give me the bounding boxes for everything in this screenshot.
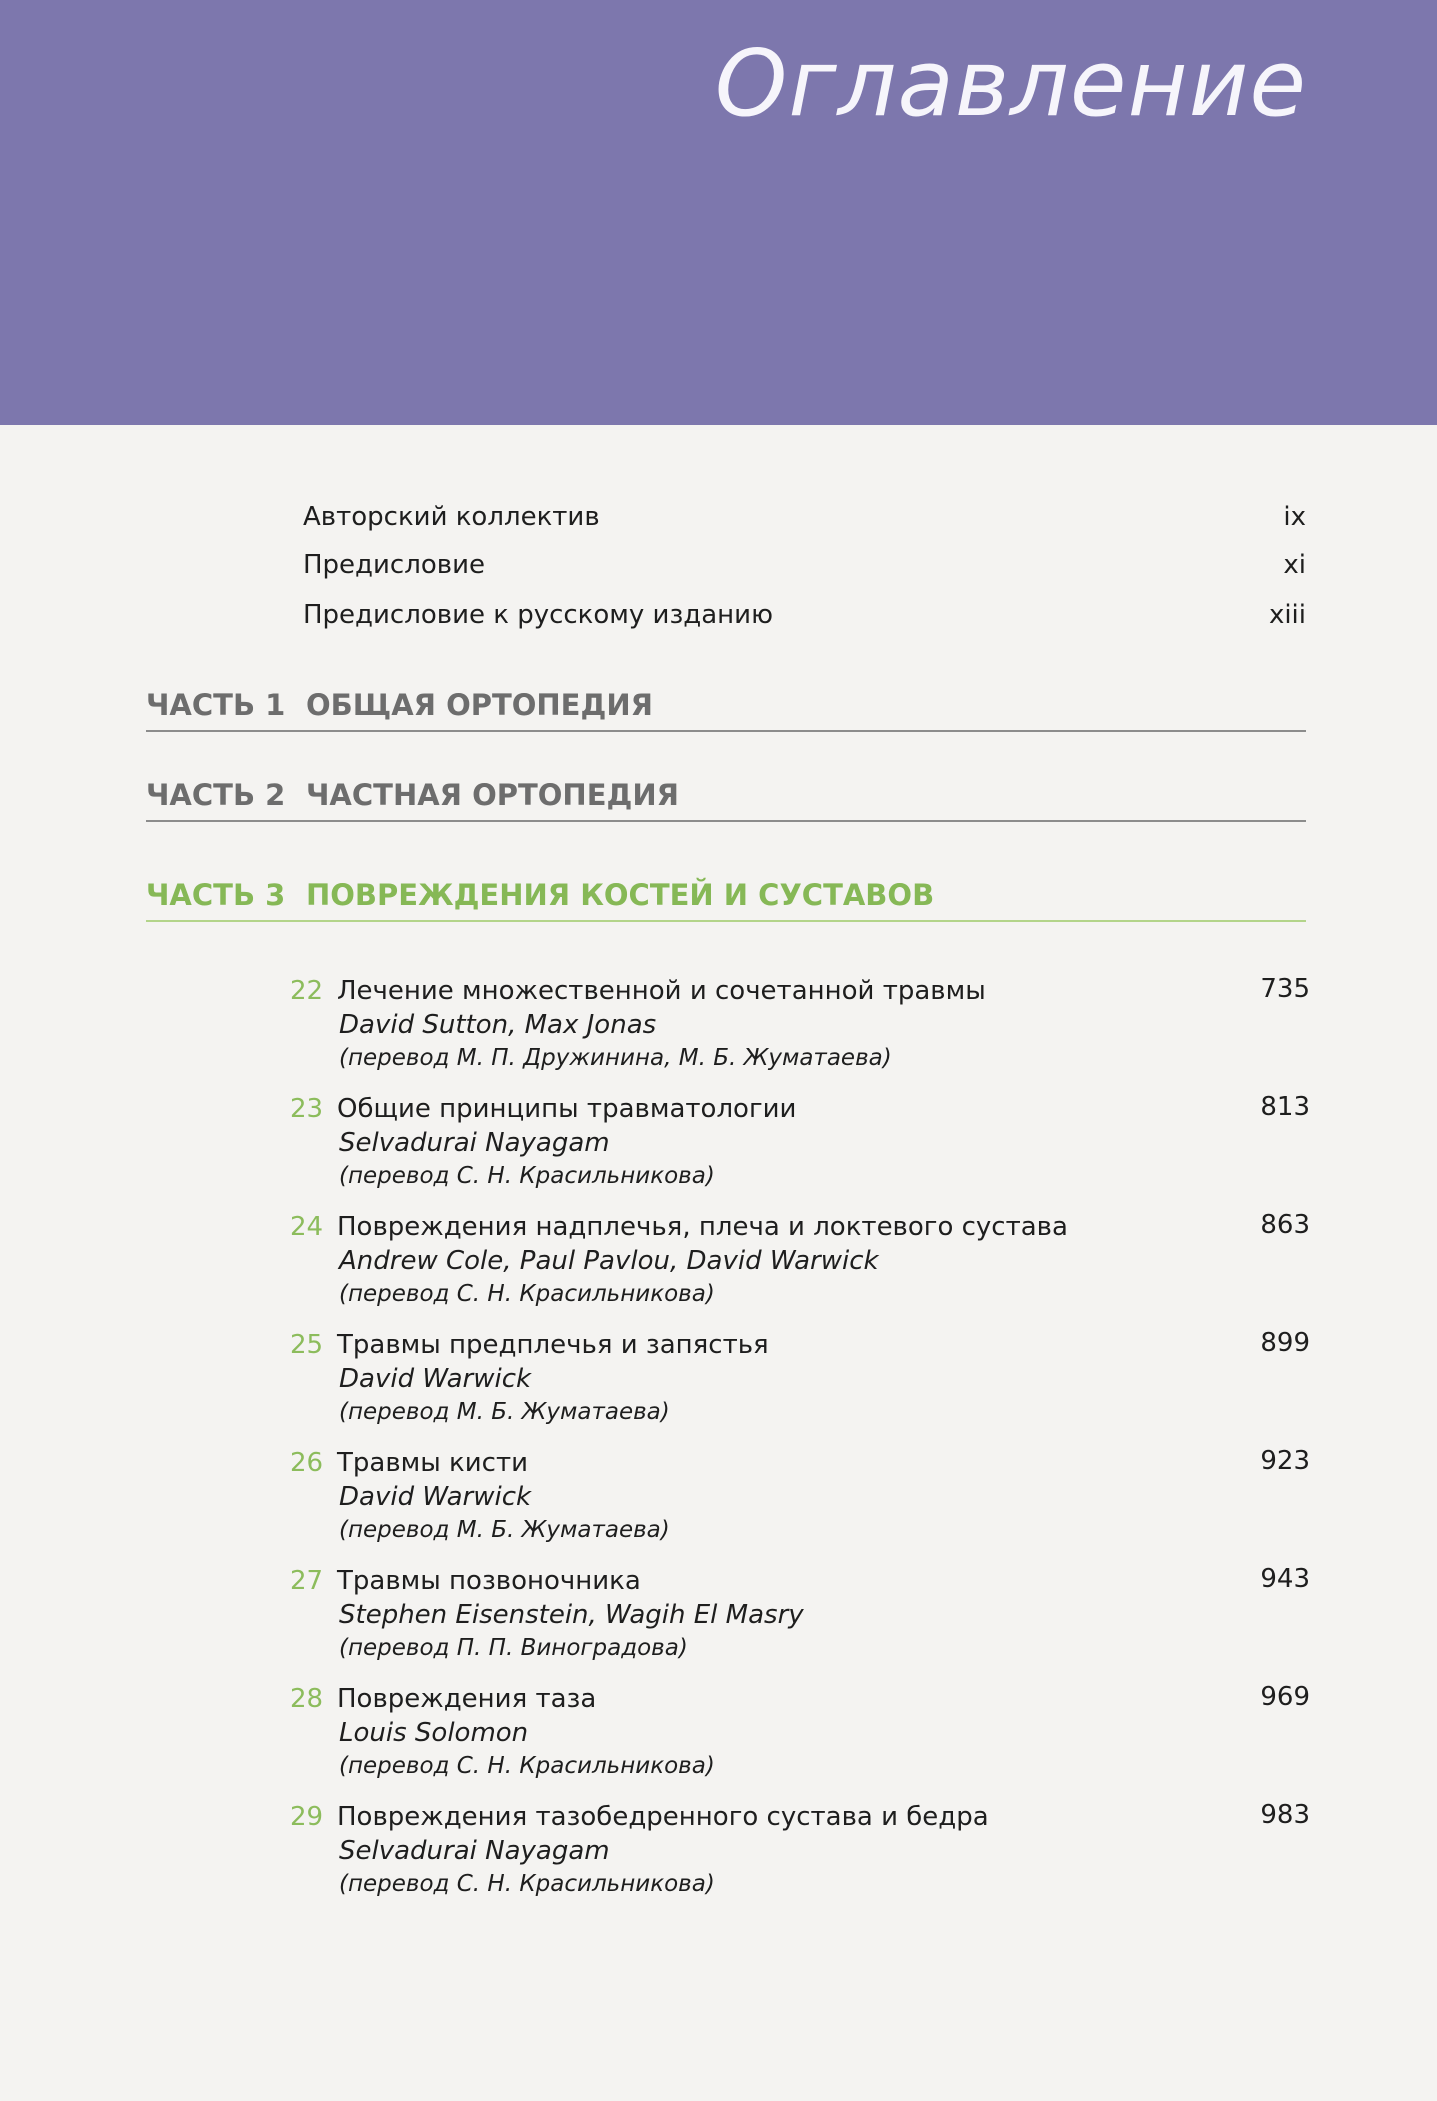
chapter-page-number: 969: [1260, 1682, 1310, 1712]
part-number: ЧАСТЬ 3: [146, 878, 286, 912]
chapter-authors: Stephen Eisenstein, Wagih El Masry: [339, 1600, 804, 1630]
chapter-number: 22: [290, 976, 324, 1006]
chapter-entry[interactable]: [290, 1212, 1310, 1322]
chapter-page-number: 863: [1260, 1210, 1310, 1240]
part-name: ОБЩАЯ ОРТОПЕДИЯ: [306, 688, 653, 722]
chapter-entry[interactable]: [290, 1448, 1310, 1558]
chapter-title: Повреждения таза: [337, 1684, 597, 1714]
chapter-authors: Louis Solomon: [339, 1718, 529, 1748]
chapter-page-number: 923: [1260, 1446, 1310, 1476]
toc-entry-label: Предисловие: [303, 550, 485, 580]
toc-entry-front[interactable]: [303, 550, 1306, 590]
chapter-translation: (перевод П. П. Виноградова): [339, 1635, 688, 1661]
chapter-entry[interactable]: [290, 976, 1310, 1086]
part-name: ЧАСТНАЯ ОРТОПЕДИЯ: [306, 778, 679, 812]
part-number: ЧАСТЬ 2: [146, 778, 286, 812]
chapter-translation: (перевод С. Н. Красильникова): [339, 1163, 715, 1189]
header-band: [0, 0, 1437, 425]
chapter-title: Лечение множественной и сочетанной травмы: [337, 976, 986, 1006]
chapter-title: Общие принципы травматологии: [337, 1094, 797, 1124]
toc-page-number: xiii: [1268, 600, 1306, 630]
chapter-page-number: 735: [1260, 974, 1310, 1004]
chapter-number: 23: [290, 1094, 324, 1124]
chapter-number: 29: [290, 1802, 324, 1832]
toc-entry-label: Предисловие к русскому изданию: [303, 600, 773, 630]
chapter-number: 24: [290, 1212, 324, 1242]
chapter-page-number: 813: [1260, 1092, 1310, 1122]
chapter-authors: Selvadurai Nayagam: [339, 1128, 610, 1158]
part-heading-1[interactable]: [146, 680, 1306, 732]
chapter-translation: (перевод С. Н. Красильникова): [339, 1281, 715, 1307]
chapter-entry[interactable]: [290, 1802, 1310, 1912]
part-heading-2[interactable]: [146, 770, 1306, 822]
part-name: ПОВРЕЖДЕНИЯ КОСТЕЙ И СУСТАВОВ: [306, 878, 935, 912]
chapter-page-number: 943: [1260, 1564, 1310, 1594]
chapter-title: Травмы предплечья и запястья: [337, 1330, 769, 1360]
toc-entry-front[interactable]: [303, 600, 1306, 640]
chapter-translation: (перевод М. П. Дружинина, М. Б. Жуматаева): [339, 1045, 892, 1071]
chapter-title: Травмы кисти: [337, 1448, 528, 1478]
chapter-entry[interactable]: [290, 1330, 1310, 1440]
chapter-translation: (перевод М. Б. Жуматаева): [339, 1399, 670, 1425]
chapter-title: Повреждения тазобедренного сустава и бедра: [337, 1802, 989, 1832]
chapter-authors: David Warwick: [339, 1482, 532, 1512]
toc-page-number: xi: [1283, 550, 1306, 580]
chapter-entry[interactable]: [290, 1094, 1310, 1204]
chapter-authors: Selvadurai Nayagam: [339, 1836, 610, 1866]
chapter-entry[interactable]: [290, 1566, 1310, 1676]
chapter-title: Повреждения надплечья, плеча и локтевого сустава: [337, 1212, 1068, 1242]
part-heading-3[interactable]: [146, 870, 1306, 922]
chapter-authors: Andrew Cole, Paul Pavlou, David Warwick: [339, 1246, 879, 1276]
part-number: ЧАСТЬ 1: [146, 688, 286, 722]
toc-entry-label: Авторский коллектив: [303, 502, 600, 532]
chapter-page-number: 983: [1260, 1800, 1310, 1830]
chapter-page-number: 899: [1260, 1328, 1310, 1358]
chapter-entry[interactable]: [290, 1684, 1310, 1794]
page-title: Оглавление: [714, 30, 1307, 137]
chapter-authors: David Warwick: [339, 1364, 532, 1394]
chapter-title: Травмы позвоночника: [337, 1566, 641, 1596]
chapter-number: 25: [290, 1330, 324, 1360]
chapter-number: 26: [290, 1448, 324, 1478]
chapter-translation: (перевод М. Б. Жуматаева): [339, 1517, 670, 1543]
chapter-number: 27: [290, 1566, 324, 1596]
chapter-number: 28: [290, 1684, 324, 1714]
chapter-authors: David Sutton, Max Jonas: [339, 1010, 657, 1040]
toc-page-number: ix: [1283, 502, 1306, 532]
chapter-translation: (перевод С. Н. Красильникова): [339, 1753, 715, 1779]
toc-entry-front[interactable]: [303, 502, 1306, 542]
chapter-translation: (перевод С. Н. Красильникова): [339, 1871, 715, 1897]
